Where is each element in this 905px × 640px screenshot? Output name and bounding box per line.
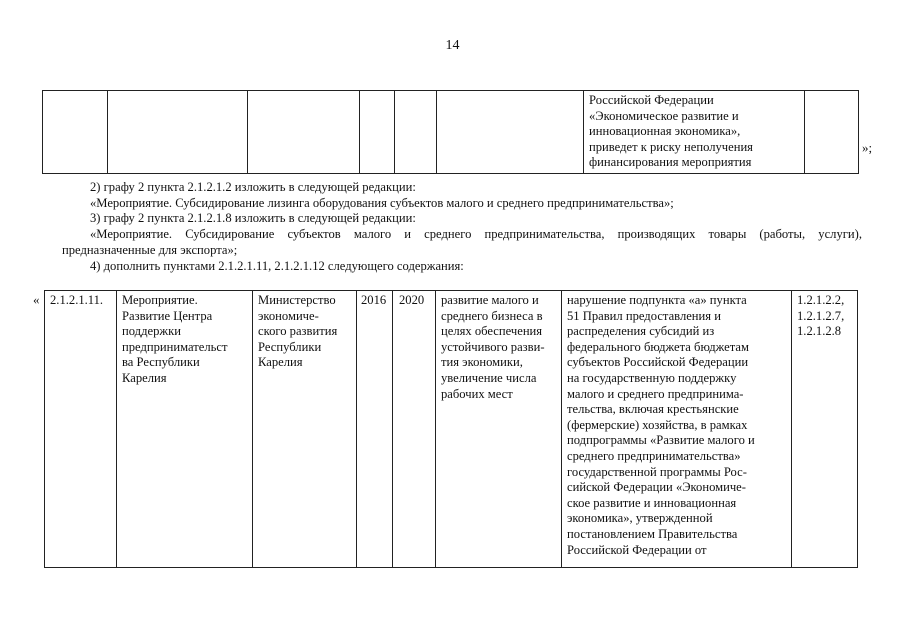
cell-line: Карелия: [122, 370, 167, 385]
cell-line: распределения субсидий из: [567, 324, 715, 339]
table-row: [45, 291, 858, 568]
cell-line: рабочих мест: [441, 386, 513, 401]
table-row: [43, 91, 859, 174]
cell-line: целях обеспечения: [441, 324, 543, 339]
risk-cell: [584, 91, 805, 174]
cell-line: ва Республики: [122, 355, 200, 370]
cell-line: ского развития: [258, 324, 338, 339]
paragraph-quote-3: «Мероприятие. Субсидирование субъектов малого и среднего предпринимательства, производящих товары (работы, услуги),: [90, 227, 862, 241]
cell-line: постановлением Правительства: [567, 526, 738, 541]
table-cell: [360, 91, 395, 174]
table-cell: [395, 91, 437, 174]
cell-line: Мероприятие.: [122, 293, 198, 307]
cell-line: предпринимательст: [122, 339, 228, 354]
cell-line: тельства, включая крестьянские: [567, 402, 739, 417]
table-cell: [108, 91, 248, 174]
cell-line: инновационная экономика»,: [589, 124, 741, 139]
risk-cell: [562, 291, 792, 568]
cell-line: малого и среднего предпринима-: [567, 386, 744, 401]
cell-line: государственной программы Рос-: [567, 464, 747, 479]
paragraph-item-2: 2) графу 2 пункта 2.1.2.1.2 изложить в следующей редакции:: [90, 180, 416, 194]
cell-line: нарушение подпункта «а» пункта: [567, 293, 747, 307]
cell-line: финансирования мероприятия: [589, 155, 752, 170]
cell-line: среднего бизнеса в: [441, 308, 543, 323]
cell-line: развитие малого и: [441, 293, 539, 307]
cell-line: экономика», утвержденной: [567, 511, 713, 526]
cell-line: «Экономическое развитие и: [589, 108, 739, 123]
cell-line: Российской Федерации: [589, 93, 714, 107]
year-start-cell: 2016: [357, 291, 393, 568]
table-cell: [43, 91, 108, 174]
paragraph-item-4: 4) дополнить пунктами 2.1.2.1.11, 2.1.2.1.12 следующего содержания:: [90, 259, 464, 273]
cell-line: увеличение числа: [441, 370, 537, 385]
cell-line: экономиче-: [258, 308, 319, 323]
cell-line: 1.2.1.2.2,: [797, 293, 845, 307]
cell-line: Республики: [258, 339, 322, 354]
number-cell: 2.1.2.1.11.: [45, 291, 117, 568]
cell-line: на государственную поддержку: [567, 370, 737, 385]
bottom-table: [44, 290, 858, 568]
cell-line: тия экономики,: [441, 355, 523, 370]
cell-line: Развитие Центра: [122, 308, 213, 323]
executor-cell: [253, 291, 357, 568]
cell-line: Российской Федерации от: [567, 542, 707, 557]
table-cell: [805, 91, 859, 174]
cell-line: 51 Правил предоставления и: [567, 308, 721, 323]
paragraph-item-3: 3) графу 2 пункта 2.1.2.1.8 изложить в следующей редакции:: [90, 211, 416, 225]
cell-line: среднего предпринимательства»: [567, 448, 741, 463]
cell-line: сийской Федерации «Экономиче-: [567, 480, 746, 495]
result-cell: [436, 291, 562, 568]
cell-line: 1.2.1.2.8: [797, 324, 842, 339]
links-cell: [792, 291, 858, 568]
table-cell: [437, 91, 584, 174]
opening-quote-mark: «: [33, 292, 40, 307]
paragraph-quote-2: «Мероприятие. Субсидирование лизинга оборудования субъектов малого и среднего предпринимательства»;: [90, 196, 674, 210]
cell-line: подпрограммы «Развитие малого и: [567, 433, 755, 448]
event-cell: [117, 291, 253, 568]
cell-line: субъектов Российской Федерации: [567, 355, 749, 370]
cell-line: (фермерские) хозяйства, в рамках: [567, 417, 748, 432]
top-table: [42, 90, 859, 174]
cell-line: ское развитие и инновационная: [567, 495, 737, 510]
cell-line: федерального бюджета бюджетам: [567, 339, 749, 354]
year-end-cell: 2020: [393, 291, 436, 568]
cell-line: 1.2.1.2.7,: [797, 308, 845, 323]
closing-quote-mark: »;: [862, 140, 873, 155]
table-cell: [248, 91, 360, 174]
cell-line: Министерство: [258, 293, 336, 307]
cell-line: поддержки: [122, 324, 181, 339]
page-number: 14: [445, 38, 460, 53]
cell-line: устойчивого разви-: [441, 339, 545, 354]
cell-line: приведет к риску неполучения: [589, 139, 753, 154]
cell-line: Карелия: [258, 355, 303, 370]
paragraph-quote-3-cont: предназначенные для экспорта»;: [62, 243, 238, 257]
